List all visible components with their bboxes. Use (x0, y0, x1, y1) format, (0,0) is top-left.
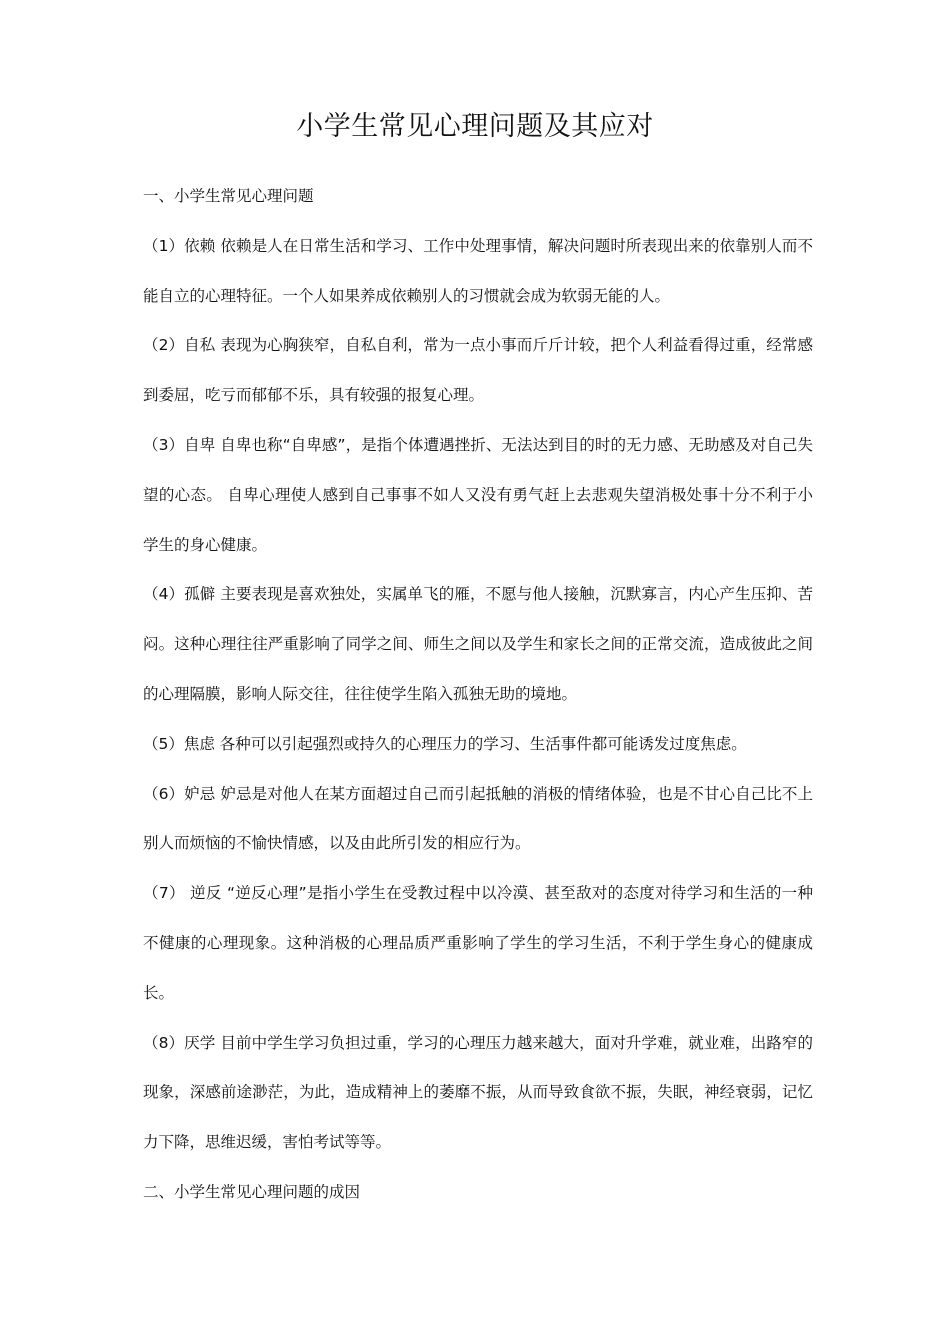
problem-item-selfishness: （2）自私 表现为心胸狭窄，自私自利，常为一点小事而斤斤计较，把个人利益看得过重，经常感到委屈，吃亏而郁郁不乐，具有较强的报复心理。 (143, 336, 813, 405)
problem-item-rebellion: （7） 逆反 “逆反心理”是指小学生在受教过程中以冷漠、甚至敌对的态度对待学习和生活的一种不健康的心理现象。这种消极的心理品质严重影响了学生的学习生活，不利于学生身心的健康成长。 (143, 884, 813, 1002)
problem-item-school-aversion: （8）厌学 目前中学生学习负担过重，学习的心理压力越来越大，面对升学难，就业难，出路窄的现象，深感前途渺茫，为此，造成精神上的萎靡不振，从而导致食欲不振，失眠，神经衰弱，记忆力下降，思维迟缓，害怕考试等等。 (143, 1033, 813, 1152)
document-title: 小学生常见心理问题及其应对 (296, 111, 654, 142)
problem-item-isolation: （4）孤僻 主要表现是喜欢独处，实属单飞的雁，不愿与他人接触，沉默寡言，内心产生压抑、苦闷。这种心理往往严重影响了同学之间、师生之间以及学生和家长之间的正常交流，造成彼此之间的心理隔膜，影响人际交往，往往使学生陷入孤独无助的境地。 (143, 585, 813, 703)
document-body (143, 172, 813, 1218)
problem-item-dependence: （1）依赖 依赖是人在日常生活和学习、工作中处理事情，解决问题时所表现出来的依靠别人而不能自立的心理特征。一个人如果养成依赖别人的习惯就会成为软弱无能的人。 (143, 236, 813, 305)
problem-item-inferiority: （3）自卑 自卑也称“自卑感”，是指个体遭遇挫折、无法达到目的时的无力感、无助感及对自己失望的心态。 自卑心理使人感到自己事事不如人又没有勇气赶上去悲观失望消极处事十分不利于小学生的身心健康。 (143, 435, 813, 554)
problem-item-jealousy: （6）妒忌 妒忌是对他人在某方面超过自己而引起抵触的消极的情绪体验，也是不甘心自己比不上别人而烦恼的不愉快情感，以及由此所引发的相应行为。 (143, 784, 813, 853)
problem-item-anxiety: （5）焦虑 各种可以引起强烈或持久的心理压力的学习、生活事件都可能诱发过度焦虑。 (143, 734, 747, 753)
section-heading-1: 一、小学生常见心理问题 (143, 187, 314, 205)
section-heading-2: 二、小学生常见心理问题的成因 (143, 1182, 361, 1201)
